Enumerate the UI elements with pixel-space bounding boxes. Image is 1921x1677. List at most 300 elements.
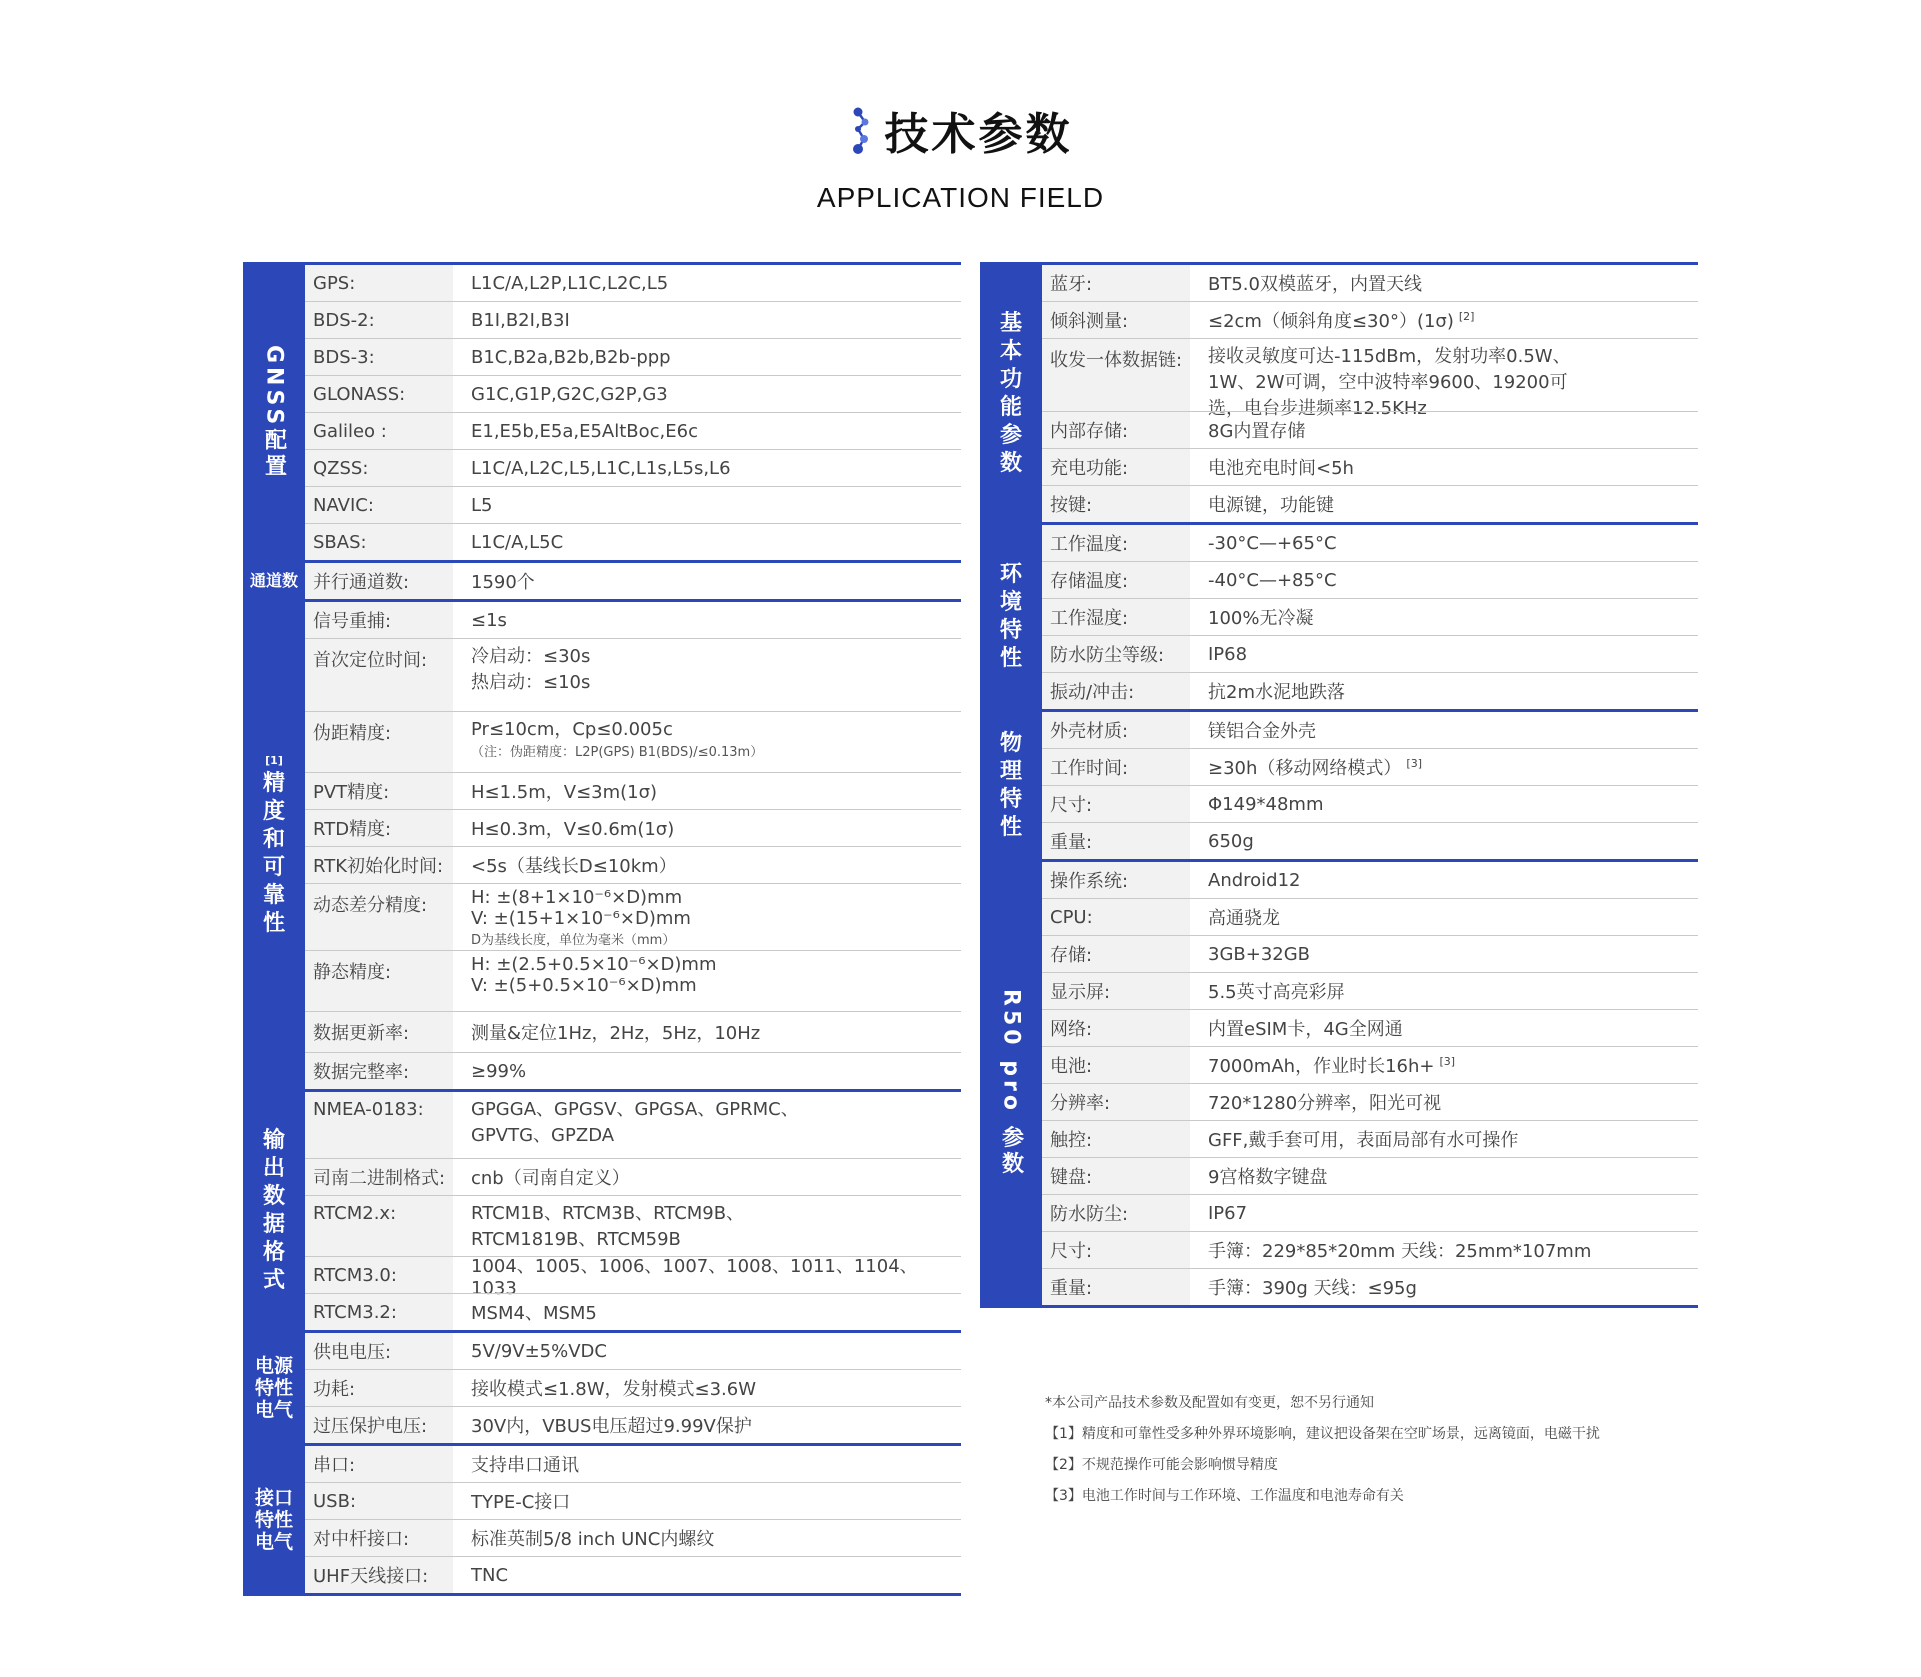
spec-row <box>1042 635 1698 672</box>
spec-value <box>1190 936 1698 972</box>
category-label: 物理特性 <box>999 730 1022 840</box>
spec-value <box>453 1370 961 1406</box>
spec-row <box>1042 485 1698 522</box>
spec-value <box>453 639 961 711</box>
spec-label: 静态精度: <box>305 951 453 1011</box>
spec-row <box>305 1446 961 1482</box>
spec-value-line: IP67 <box>1208 1202 1248 1224</box>
spec-value-line: Pr≤10cm，Cp≤0.005c <box>471 719 673 740</box>
spec-row <box>305 1052 961 1089</box>
spec-value <box>453 265 961 301</box>
spec-label: 伪距精度: <box>305 712 453 772</box>
spec-label: 重量: <box>1042 823 1190 859</box>
spec-value <box>453 1255 961 1299</box>
spec-label: GLONASS: <box>305 376 453 412</box>
spec-value-line: <5s（基线长D≤10km） <box>471 856 677 877</box>
section-rows <box>1042 265 1698 522</box>
spec-label: 充电功能: <box>1042 449 1190 485</box>
spec-value <box>1190 1084 1698 1120</box>
spec-row <box>1042 598 1698 635</box>
spec-value <box>453 810 961 846</box>
spec-value-line: 手簿：390g 天线：≤95g <box>1208 1278 1417 1299</box>
spec-label: 重量: <box>1042 1269 1190 1305</box>
spec-value <box>1190 525 1698 561</box>
spec-value <box>453 951 961 1011</box>
spec-value-line: MSM4、MSM5 <box>471 1303 597 1324</box>
spec-row <box>305 1482 961 1519</box>
section-rows <box>1042 862 1698 1305</box>
spec-row <box>1042 1194 1698 1231</box>
spec-value-line: 5V/9V±5%VDC <box>471 1340 607 1362</box>
spec-label: 数据完整率: <box>305 1053 453 1089</box>
spec-row <box>305 563 961 599</box>
spec-value-line: L1C/A,L2P,L1C,L2C,L5 <box>471 272 669 294</box>
section-category <box>980 862 1042 1305</box>
spec-value-line: 热启动：≤10s <box>471 672 591 693</box>
spec-value <box>453 450 961 486</box>
spec-value-line: V: ±(5+0.5×10⁻⁶×D)mm <box>471 975 697 996</box>
spec-value-line: 手簿：229*85*20mm 天线：25mm*107mm <box>1208 1241 1592 1262</box>
spec-value-line: E1,E5b,E5a,E5AltBoc,E6c <box>471 420 698 442</box>
spec-note: （注：伪距精度：L2P(GPS) B1(BDS)/≤0.13m） <box>471 745 764 760</box>
spec-value-line: 9宫格数字键盘 <box>1208 1167 1328 1188</box>
spec-value-line: H: ±(8+1×10⁻⁶×D)mm <box>471 887 683 908</box>
spec-value-line: Android12 <box>1208 869 1301 891</box>
spec-label: RTCM2.x: <box>305 1196 453 1256</box>
spec-label: RTD精度: <box>305 810 453 846</box>
spec-row <box>1042 1268 1698 1305</box>
spec-label: 供电电压: <box>305 1333 453 1369</box>
spec-value <box>453 487 961 523</box>
spec-row <box>1042 525 1698 561</box>
spec-value-line: 30V内，VBUS电压超过9.99V保护 <box>471 1416 752 1437</box>
spec-value-line: RTCM1819B、RTCM59B <box>471 1229 681 1250</box>
spec-value-line: 标准英制5/8 inch UNC内螺纹 <box>471 1529 715 1550</box>
spec-row <box>305 1293 961 1330</box>
spec-row <box>1042 712 1698 748</box>
right-spec-column <box>980 262 1698 1308</box>
spec-value-line: 冷启动：≤30s <box>471 646 591 667</box>
spec-value-line: 电源键，功能键 <box>1208 495 1334 516</box>
spec-section <box>980 709 1698 859</box>
spec-row <box>1042 411 1698 448</box>
spec-label: 触控: <box>1042 1121 1190 1157</box>
spec-value <box>1190 636 1698 672</box>
spec-section <box>243 1330 961 1443</box>
section-category <box>243 1333 305 1443</box>
spec-label: BDS-3: <box>305 339 453 375</box>
spec-row <box>1042 822 1698 859</box>
spec-value <box>1190 339 1698 419</box>
molecule-icon <box>849 105 879 155</box>
spec-row <box>1042 898 1698 935</box>
spec-value <box>453 1196 961 1256</box>
spec-row <box>1042 862 1698 898</box>
spec-row <box>305 1556 961 1593</box>
spec-value-line: 5.5英寸高亮彩屏 <box>1208 982 1345 1003</box>
spec-row <box>305 338 961 375</box>
spec-label: RTCM3.2: <box>305 1294 453 1330</box>
spec-label: 工作时间: <box>1042 749 1190 785</box>
spec-label: NMEA-0183: <box>305 1092 453 1158</box>
spec-label: 串口: <box>305 1446 453 1482</box>
spec-row <box>1042 1009 1698 1046</box>
spec-value <box>1190 1158 1698 1194</box>
spec-row <box>1042 1046 1698 1083</box>
spec-row <box>1042 785 1698 822</box>
spec-row <box>305 772 961 809</box>
spec-label: UHF天线接口: <box>305 1557 453 1593</box>
page-subtitle: APPLICATION FIELD <box>816 182 1105 213</box>
spec-value <box>1190 562 1698 598</box>
spec-value <box>1190 302 1698 338</box>
spec-value-line: 100%无冷凝 <box>1208 608 1314 629</box>
spec-row <box>305 1158 961 1195</box>
spec-row <box>1042 748 1698 785</box>
spec-row <box>1042 448 1698 485</box>
spec-label: 蓝牙: <box>1042 265 1190 301</box>
spec-label: 按键: <box>1042 486 1190 522</box>
spec-row <box>305 449 961 486</box>
spec-value-line: 8G内置存储 <box>1208 421 1306 442</box>
spec-value-line: 1590个 <box>471 572 535 593</box>
spec-label: Galileo : <box>305 413 453 449</box>
footnote-line: 【3】电池工作时间与工作环境、工作温度和电池寿命有关 <box>1045 1488 1404 1504</box>
section-category <box>243 265 305 560</box>
category-label: GNSS配置 <box>261 344 287 481</box>
spec-value-line: ≤1s <box>471 609 507 631</box>
section-rows <box>1042 712 1698 859</box>
spec-value <box>453 712 961 772</box>
spec-label: 内部存储: <box>1042 412 1190 448</box>
spec-value-line: L1C/A,L5C <box>471 531 564 553</box>
footnote-ref: [3] <box>1406 757 1422 770</box>
spec-value-line: RTCM1B、RTCM3B、RTCM9B、 <box>471 1203 745 1224</box>
spec-value-line: ≥99% <box>471 1060 527 1082</box>
category-label: 基本功能参数 <box>999 310 1022 476</box>
spec-section <box>980 262 1698 522</box>
spec-label: 防水防尘等级: <box>1042 636 1190 672</box>
spec-row <box>305 301 961 338</box>
spec-row <box>1042 301 1698 338</box>
spec-value-line: 接收灵敏度可达-115dBm，发射功率0.5W、 <box>1208 346 1571 367</box>
spec-label: 外壳材质: <box>1042 712 1190 748</box>
spec-label: 分辨率: <box>1042 1084 1190 1120</box>
spec-value <box>453 1159 961 1195</box>
category-label: 电源特性电气 <box>254 1355 293 1421</box>
spec-label: 对中杆接口: <box>305 1520 453 1556</box>
spec-label: 存储温度: <box>1042 562 1190 598</box>
spec-value <box>453 1483 961 1519</box>
spec-value-line: 选，电台步进频率12.5KHz <box>1208 398 1427 419</box>
section-rows <box>305 602 961 1089</box>
spec-row <box>305 486 961 523</box>
spec-value <box>453 1407 961 1443</box>
spec-row <box>1042 672 1698 709</box>
spec-value <box>453 1294 961 1330</box>
spec-value-line: 720*1280分辨率，阳光可视 <box>1208 1093 1442 1114</box>
spec-label: 过压保护电压: <box>305 1407 453 1443</box>
spec-value-line: H: ±(2.5+0.5×10⁻⁶×D)mm <box>471 954 717 975</box>
spec-value <box>1190 786 1698 822</box>
spec-row <box>1042 265 1698 301</box>
spec-label: 司南二进制格式: <box>305 1159 453 1195</box>
spec-value <box>453 1520 961 1556</box>
spec-value <box>453 847 961 883</box>
spec-value <box>1190 599 1698 635</box>
spec-value-text: ≤2cm（倾斜角度≤30°）(1σ) <box>1208 311 1454 332</box>
spec-value <box>1190 712 1698 748</box>
left-spec-column <box>243 262 961 1596</box>
section-rows <box>1042 525 1698 709</box>
spec-value <box>453 1012 961 1052</box>
category-wrap <box>261 754 287 938</box>
spec-row <box>305 375 961 412</box>
spec-label: 数据更新率: <box>305 1012 453 1052</box>
spec-label: 键盘: <box>1042 1158 1190 1194</box>
spec-section <box>980 859 1698 1308</box>
spec-value <box>453 1446 961 1482</box>
spec-row <box>305 1195 961 1256</box>
spec-value <box>1190 449 1698 485</box>
spec-value <box>1190 749 1698 785</box>
spec-value <box>1190 1010 1698 1046</box>
spec-value-line: Φ149*48mm <box>1208 793 1324 815</box>
spec-label: NAVIC: <box>305 487 453 523</box>
spec-value <box>1190 1195 1698 1231</box>
category-label: 通道数 <box>249 571 298 590</box>
spec-label: USB: <box>305 1483 453 1519</box>
spec-row <box>305 1519 961 1556</box>
spec-label: GPS: <box>305 265 453 301</box>
spec-row <box>305 1092 961 1158</box>
category-label: 环境特性 <box>999 562 1022 671</box>
spec-value-line: 650g <box>1208 830 1254 852</box>
spec-label: 操作系统: <box>1042 862 1190 898</box>
spec-value-line: 抗2m水泥地跌落 <box>1208 682 1345 703</box>
spec-value <box>1190 1232 1698 1268</box>
spec-row <box>1042 1083 1698 1120</box>
spec-value-line: 1W、2W可调，空中波特率9600、19200可 <box>1208 372 1568 393</box>
spec-row <box>305 412 961 449</box>
spec-label: 电池: <box>1042 1047 1190 1083</box>
spec-value <box>1190 265 1698 301</box>
spec-label: 功耗: <box>305 1370 453 1406</box>
spec-row <box>305 638 961 711</box>
spec-value <box>453 1333 961 1369</box>
spec-value-line <box>1208 307 1698 333</box>
spec-label: 振动/冲击: <box>1042 673 1190 709</box>
spec-value-line <box>1208 754 1698 780</box>
spec-label: 收发一体数据链: <box>1042 339 1190 411</box>
spec-row <box>305 1011 961 1052</box>
section-rows <box>305 265 961 560</box>
spec-value-line: B1C,B2a,B2b,B2b-ppp <box>471 346 671 368</box>
spec-value-line: 高通骁龙 <box>1208 908 1280 929</box>
spec-section <box>980 522 1698 709</box>
spec-value-line: B1I,B2I,B3I <box>471 309 570 331</box>
spec-value-line: 1004、1005、1006、1007、1008、1011、1104、1033 <box>471 1255 918 1299</box>
spec-value-line: BT5.0双模蓝牙，内置天线 <box>1208 274 1422 295</box>
spec-row <box>1042 338 1698 419</box>
spec-value <box>1190 486 1698 522</box>
spec-label: RTCM3.0: <box>305 1257 453 1293</box>
section-rows <box>305 1092 961 1330</box>
spec-value <box>453 884 961 950</box>
spec-value <box>453 524 961 560</box>
spec-value <box>453 1053 961 1089</box>
spec-value <box>1190 412 1698 448</box>
spec-value-line: 3GB+32GB <box>1208 943 1311 965</box>
spec-value-line: G1C,G1P,G2C,G2P,G3 <box>471 383 668 405</box>
spec-row <box>305 1255 961 1299</box>
spec-value-line: GPVTG、GPZDA <box>471 1125 615 1146</box>
spec-value-line: IP68 <box>1208 643 1248 665</box>
section-category <box>980 712 1042 859</box>
spec-row <box>305 265 961 301</box>
spec-section <box>243 1443 961 1596</box>
spec-label: QZSS: <box>305 450 453 486</box>
spec-row <box>305 883 961 950</box>
spec-section <box>243 262 961 560</box>
title-line <box>0 98 1921 162</box>
section-category <box>243 1446 305 1593</box>
spec-value <box>1190 1047 1698 1083</box>
section-rows <box>305 1446 961 1593</box>
spec-label: 倾斜测量: <box>1042 302 1190 338</box>
spec-value <box>1190 673 1698 709</box>
spec-value <box>1190 823 1698 859</box>
category-label: 接口特性电气 <box>254 1486 293 1553</box>
section-category <box>980 525 1042 709</box>
footnotes <box>1045 1392 1695 1516</box>
spec-row <box>1042 1120 1698 1157</box>
spec-label: 网络: <box>1042 1010 1190 1046</box>
spec-value-line: 电池充电时间<5h <box>1208 458 1354 479</box>
category-footnote: [1] <box>265 753 283 767</box>
spec-row <box>305 711 961 772</box>
spec-value <box>453 563 961 599</box>
category-label: 精度和可靠性 <box>262 770 285 936</box>
spec-row <box>1042 1157 1698 1194</box>
spec-value <box>453 302 961 338</box>
spec-label: 尺寸: <box>1042 786 1190 822</box>
spec-value-line <box>1208 1052 1698 1078</box>
spec-row <box>305 1369 961 1406</box>
spec-value <box>453 773 961 809</box>
footnote-line: *本公司产品技术参数及配置如有变更，恕不另行通知 <box>1045 1395 1374 1411</box>
spec-value <box>453 413 961 449</box>
spec-label: 动态差分精度: <box>305 884 453 950</box>
spec-label: 尺寸: <box>1042 1232 1190 1268</box>
section-category <box>980 265 1042 522</box>
spec-value-line: -40°C—+85°C <box>1208 569 1337 591</box>
spec-row <box>1042 935 1698 972</box>
spec-value-line: L5 <box>471 494 493 516</box>
spec-value-line: L1C/A,L2C,L5,L1C,L1s,L5s,L6 <box>471 457 731 479</box>
category-label: 输出数据格式 <box>262 1128 285 1293</box>
spec-value-line: TNC <box>471 1564 509 1586</box>
page-title: 技术参数 <box>884 109 1073 160</box>
spec-value-line: H≤0.3m，V≤0.6m(1σ) <box>471 819 675 840</box>
spec-value-line: H≤1.5m，V≤3m(1σ) <box>471 782 658 803</box>
section-category <box>243 602 305 1089</box>
category-label: R50 pro 参数 <box>998 989 1024 1178</box>
spec-label: RTK初始化时间: <box>305 847 453 883</box>
spec-section <box>243 599 961 1089</box>
spec-value-line: 内置eSIM卡，4G全网通 <box>1208 1019 1403 1040</box>
spec-value <box>453 1557 961 1593</box>
spec-value-line: GFF,戴手套可用，表面局部有水可操作 <box>1208 1130 1519 1151</box>
spec-row <box>305 523 961 560</box>
spec-label: 首次定位时间: <box>305 639 453 711</box>
spec-label: BDS-2: <box>305 302 453 338</box>
footnote-ref: [3] <box>1439 1055 1456 1068</box>
spec-value-line: TYPE-C接口 <box>471 1492 571 1513</box>
spec-row <box>1042 1231 1698 1268</box>
spec-value <box>1190 973 1698 1009</box>
spec-value-line: 支持串口通讯 <box>471 1455 579 1476</box>
spec-label: 存储: <box>1042 936 1190 972</box>
spec-value <box>1190 1269 1698 1305</box>
spec-value <box>1190 862 1698 898</box>
spec-row <box>305 809 961 846</box>
spec-value <box>453 602 961 638</box>
spec-value-line: GPGGA、GPGSV、GPGSA、GPRMC、 <box>471 1099 799 1120</box>
spec-label: SBAS: <box>305 524 453 560</box>
spec-value-text: 7000mAh，作业时长16h+ <box>1208 1056 1435 1077</box>
spec-label: 信号重捕: <box>305 602 453 638</box>
spec-label: PVT精度: <box>305 773 453 809</box>
footnote-line: 【2】不规范操作可能会影响惯导精度 <box>1045 1457 1278 1473</box>
spec-value-line: 镁铝合金外壳 <box>1208 721 1316 742</box>
spec-label: 工作湿度: <box>1042 599 1190 635</box>
spec-label: 防水防尘: <box>1042 1195 1190 1231</box>
spec-row <box>305 1333 961 1369</box>
spec-value <box>1190 1121 1698 1157</box>
spec-value-text: ≥30h（移动网络模式） <box>1208 758 1402 779</box>
spec-value-line: cnb（司南自定义） <box>471 1168 630 1189</box>
spec-row <box>305 950 961 1011</box>
spec-row <box>1042 972 1698 1009</box>
spec-value-line: 测量&定位1Hz，2Hz，5Hz，10Hz <box>471 1023 761 1044</box>
spec-row <box>305 602 961 638</box>
spec-value <box>453 1092 961 1158</box>
spec-label: CPU: <box>1042 899 1190 935</box>
spec-label: 显示屏: <box>1042 973 1190 1009</box>
spec-label: 工作温度: <box>1042 525 1190 561</box>
spec-row <box>305 846 961 883</box>
section-category <box>243 1092 305 1330</box>
spec-row <box>1042 561 1698 598</box>
spec-value-line: 接收模式≤1.8W，发射模式≤3.6W <box>471 1379 757 1400</box>
section-rows <box>305 563 961 599</box>
footnote-line: 【1】精度和可靠性受多种外界环境影响，建议把设备架在空旷场景，远离镜面，电磁干扰 <box>1045 1426 1600 1442</box>
page-heading <box>0 98 1921 214</box>
section-category <box>243 563 305 599</box>
spec-row <box>305 1406 961 1443</box>
spec-label: 并行通道数: <box>305 563 453 599</box>
spec-section <box>243 560 961 599</box>
spec-section <box>243 1089 961 1330</box>
footnote-ref: [2] <box>1458 310 1475 323</box>
section-rows <box>305 1333 961 1443</box>
spec-value-line: V: ±(15+1×10⁻⁶×D)mm <box>471 908 691 929</box>
spec-value-line: -30°C—+65°C <box>1208 532 1337 554</box>
spec-value <box>453 339 961 375</box>
spec-note: D为基线长度，单位为毫米（mm） <box>471 933 676 948</box>
spec-value <box>1190 899 1698 935</box>
